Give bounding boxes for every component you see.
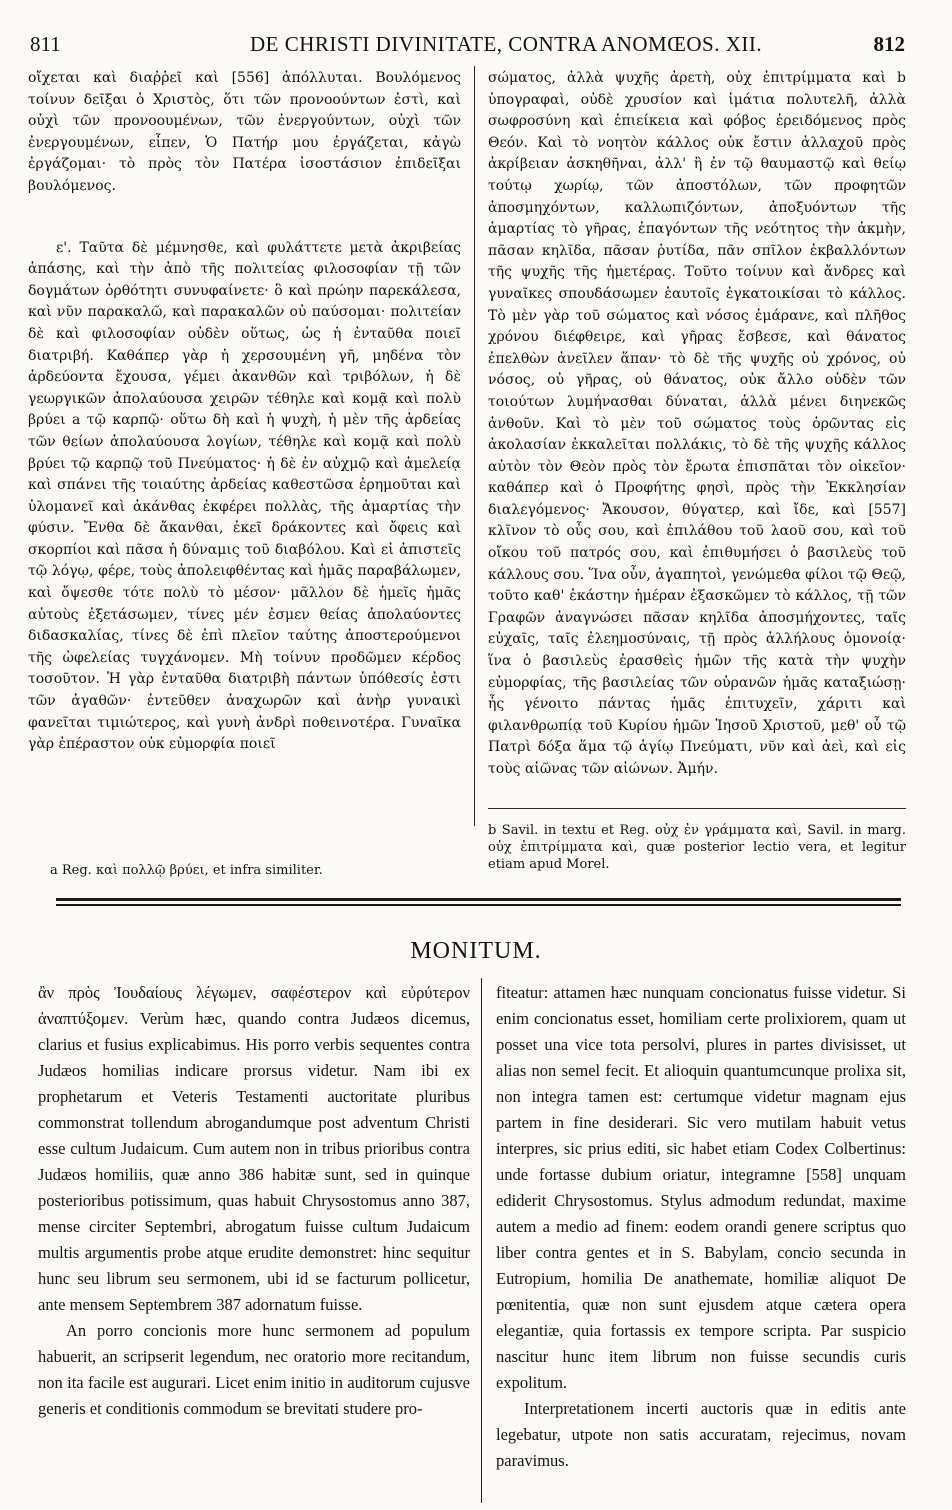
monitum-paragraph: An porro concionis more hunc sermonem ad populum habuerit, an scripserit legendum, nec oratorio more recitandum, non ita facile est augurari. Licet enim initio in auditorum cujusve generis et conditionis commodum se brevitati studere pro-: [38, 1321, 470, 1418]
running-title: DE CHRISTI DIVINITATE, CONTRA ANOMŒOS. XII.: [250, 32, 763, 56]
page-number-right: 812: [873, 32, 905, 56]
greek-paragraph: σώματος, ἀλλὰ ψυχῆς ἀρετὴ, οὐχ ἐπιτρίμματα καὶ b ὑπογραφαὶ, οὐδὲ χρυσίον καὶ ἱμάτια πολυτελῆ, ἀλλὰ σωφροσύνη καὶ ἐπιείκεια καὶ φόβος ἐρειδόμενος πρὸς Θεόν. Καὶ τὸ νοητὸν κάλλος οὐκ ἔστιν ἀλλαχοῦ πρὸς ἀκρίβειαν ἀσκηθῆναι, ἀλλ' ἢ ἐν τῷ θαυμαστῷ καὶ θείῳ τούτῳ χωρίῳ, τῶν ἀποστόλων, τῶν προφητῶν ἀποσμηχόντων, καλλωπιζόντων, ἀποξυόντων τῆς ἁμαρτίας τὸ γῆρας, ἐπαγόντων τῆς νεότητος τὴν ἀκμὴν, πᾶσαν κηλῖδα, πᾶσαν ῥυτίδα, πᾶν σπῖλον ἐκβαλλόντων τῆς ψυχῆς τῆς ἡμετέρας. Τοῦτο τοίνυν καὶ ἄνδρες καὶ γυναῖκες σπουδάσωμεν ἑαυτοῖς ἐγκατοικίσαι τὸ κάλλος. Τὸ μὲν γὰρ τοῦ σώματος καὶ νόσος ἐμάρανε, καὶ πλῆθος χρόνου διέφθειρε, καὶ γῆρας ἔσβεσε, καὶ θάνατος ἐπελθὼν ἀνεῖλεν ἅπαν· τὸ δὲ τῆς ψυχῆς οὐ χρόνος, οὐ νόσος, οὐ γῆρας, οὐ θάνατος, οὐκ ἄλλο οὐδὲν τῶν τοιούτων λυμήνασθαι δύναται, ἀλλὰ μένει διηνεκῶς ἀνθοῦν. Καὶ τὸ μὲν τοῦ σώματος τοὺς ὁρῶντας εἰς ἀκολασίαν ἐκκαλεῖται πολλάκις, τὸ δὲ τῆς ψυχῆς κάλλος αὐτὸν τὸν Θεὸν πρὸς τὸν ἔρωτα ἐπισπᾶται τὸν οἰκεῖον· καθάπερ καὶ ὁ Προφήτης φησὶ, πρὸς τὴν Ἐκκλησίαν διαλεγόμενος· Ἄκουσον, θύγατερ, καὶ ἴδε, καὶ [557] κλῖνον τὸ οὖς σου, καὶ ἐπιλάθου τοῦ λαοῦ σου, καὶ τοῦ οἴκου τοῦ πατρός σου, καὶ ἐπιθυμήσει ὁ βασιλεὺς τοῦ κάλλους σου. Ἵνα οὖν, ἀγαπητοὶ, γενώμεθα φίλοι τῷ Θεῷ, τοῦτο καθ' ἑκάστην ἡμέραν ἐξασκῶμεν τὸ κάλλος, τῇ τῶν Γραφῶν ἀναγνώσει πᾶσαν κηλῖδα ἀποσμήχοντες, ταῖς εὐχαῖς, ταῖς ἐλεημοσύναις, τῇ πρὸς ἀλλήλους ὁμονοίᾳ· ἵνα ὁ βασιλεὺς ἐρασθεὶς ἡμῶν τῆς κατὰ τὴν ψυχὴν εὐμορφίας, τῆς βασιλείας τῶν οὐρανῶν ἡμᾶς καταξιώσῃ· ἧς γένοιτο πάντας ἡμᾶς ἐπιτυχεῖν, χάριτι καὶ φιλανθρωπίᾳ τοῦ Κυρίου ἡμῶν Ἰησοῦ Χριστοῦ, μεθ' οὗ τῷ Πατρὶ δόξα ἅμα τῷ ἁγίῳ Πνεύματι, νῦν καὶ ἀεὶ, καὶ εἰς τοὺς αἰῶνας τῶν αἰώνων. Ἀμήν.: [488, 70, 906, 777]
monitum-paragraph: fiteatur: attamen hæc nunquam concionatus fuisse videtur. Si enim concionatus esset, homiliam certe prolixiorem, quam ut posset una vice tota persolvi, plures in partes divisisset, ut alias non semel fecit. Et alioquin quantumcunque prolixa sit, non integra tamen est: certumque videtur magnam ejus partem in fine desiderari. Sic vero mutilam habuit vetus interpres, sic prius editi, sic habet etiam Codex Colbertinus: unde fortasse dubium oriatur, integramne [558] unquam ediderit Chrysostomus. Stylus admodum redundat, maxime autem a medio ad finem: eodem orandi genere scriptus quo liber contra gentes et in S. Babylam, concio secunda in Eutropium, homilia De anathemate, homiliæ aliquot De pœnitentia, quæ non sunt ejusdem atque cætera opera elegantiæ, quia fortassis ex tempore scripta. Par suspicio nascitur hunc item librum non fuisse secundis curis expolitum.: [496, 983, 906, 1392]
monitum-paragraph: Interpretationem incerti auctoris quæ in editis ante legebatur, utpote non satis accuratam, rejecimus, novam paravimus.: [496, 1399, 906, 1470]
greek-paragraph: ε'. Ταῦτα δὲ μέμνησθε, καὶ φυλάττετε μετὰ ἀκριβείας ἁπάσης, καὶ τὴν ἀπὸ τῆς πολιτείας φιλοσοφίαν τῇ τῶν δογμάτων ὀρθότητι συνυφαίνετε· ὃ καὶ πρώην παρεκάλεσα, καὶ νῦν παρακαλῶ, καὶ παρακαλῶν οὐ παύσομαι· πολιτείαν δὲ καὶ φιλοσοφίαν οὐδὲν οὕτως, ὡς ἡ ἐνταῦθα ποιεῖ διατριβή. Καθάπερ γὰρ ἡ χερσουμένη γῆ, μηδένα τὸν ἀρδεύοντα ἔχουσα, γέμει ἀκανθῶν καὶ τριβόλων, ἡ δὲ γεωργικῶν ἀπολαύουσα χειρῶν τέθηλε καὶ κομᾷ καὶ πολὺ βρύει a τῷ καρπῷ· οὕτω δὴ καὶ ἡ ψυχὴ, ἡ μὲν τῆς ἀρδείας τῶν θείων ἀπολαύουσα λογίων, τέθηλε καὶ κομᾷ καὶ πολὺ βρύει τῷ καρπῷ τοῦ Πνεύματος· ἡ δὲ ἐν αὐχμῷ καὶ ἀμελείᾳ καὶ σπάνει τῆς τοιαύτης ἀρδείας καθεστῶσα ἐρημοῦται καὶ ὑλομανεῖ καὶ ἀκάνθας ἐκφέρει πολλὰς, τῆς ἁμαρτίας τὴν φύσιν. Ἔνθα δὲ ἄκανθαι, ἐκεῖ δράκοντες καὶ ὄφεις καὶ σκορπίοι καὶ πᾶσα ἡ δύναμις τοῦ διαβόλου. Καὶ εἰ ἀπιστεῖς τῷ λόγῳ, φέρε, τοὺς ἀπολειφθέντας καὶ ἡμᾶς παραβάλωμεν, καὶ ὄψεσθε τότε πολὺ τὸ μέσον· μᾶλλον δὲ ἡμεῖς ἡμᾶς αὐτοὺς ἐξετάσωμεν, τίνες μέν ἐσμεν θείας ἀπολαύοντες διδασκαλίας, τίνες δὲ ἐπὶ πλεῖον ταύτης ἀποστερούμενοι τῆς ὠφελείας τυγχάνομεν. Μὴ τοίνυν προδῶμεν κέρδος τοσοῦτον. Ἡ γὰρ ἐνταῦθα διατριβὴ πάντων ὑπόθεσίς ἐστι τῶν ἀγαθῶν· ἐντεῦθεν ἀναχωρῶν καὶ ἀνὴρ γυναικὶ φανεῖται τιμιώτερος, καὶ γυνὴ ἀνδρὶ ποθεινοτέρα. Γυναῖκα γὰρ ἐπέραστον οὐκ εὐμορφία ποιεῖ: [28, 239, 461, 753]
section-rule: [56, 898, 901, 901]
monitum-heading: MONITUM.: [410, 938, 542, 964]
greek-paragraph: οἴχεται καὶ διαῤῥεῖ καὶ [556] ἀπόλλυται. Βουλόμενος τοίνυν δεῖξαι ὁ Χριστὸς, ὅτι τῶν προνοούντων ἐστὶ, καὶ οὐχὶ τῶν προνοουμένων, τῶν ἐνεργούντων, οὐχὶ τῶν ἐνεργουμένων, εἶπεν, Ὁ Πατήρ μου ἐργάζεται, κἀγὼ ἐργάζομαι· τὸ πρὸς τὸν Πατέρα ἰσοστάσιον ἐπιδεῖξαι βουλόμενος.: [28, 70, 461, 194]
monitum-left-column: [38, 980, 470, 1422]
greek-text-right-column: [488, 68, 906, 781]
section-rule: [56, 904, 901, 906]
footnote-rule: [488, 808, 906, 809]
column-divider: [474, 66, 475, 826]
monitum-paragraph: ἂν πρὸς Ἰουδαίους λέγωμεν, σαφέστερον καὶ εὐρύτερον ἀναπτύξομεν. Verùm hæc, quando contra Judæos dicemus, clarius et fusius explicabimus. His porro verbis sequentes contra Judæos homilias indicare prorsus videtur. Nam ibi ex prophetarum et Veteris Testamenti auctoritate pluribus commonstrat tollendum abrogandumque post adventum Christi esse cultum Judaicum. Cum autem non in tribus prioribus contra Judæos homiliis, quæ anno 386 habitæ sunt, sed in quinque posterioribus potissimum, quas habuit Chrysostomus anno 387, mense circiter Septembri, abrogatum fuisse cultum Judaicum multis argumentis probe atque erudite demonstret: hinc sequitur hunc seu librum seu sermonem, ubi id se facturum pollicetur, ante mensem Septembrem 387 adornatum fuisse.: [38, 983, 470, 1314]
footnote-a: a Reg. καὶ πολλῷ βρύει, et infra similiter.: [50, 863, 323, 878]
footnote-b: b Savil. in textu et Reg. οὐχ ἐν γράμματα καὶ, Savil. in marg. οὐχ ἐπιτρίμματα καὶ, quæ posterior lectio vera, et legitur etiam apud Morel.: [488, 823, 906, 872]
monitum-right-column: [496, 980, 906, 1474]
column-divider: [481, 978, 482, 1503]
page-number-left: 811: [30, 32, 61, 56]
running-header: [30, 32, 905, 58]
greek-text-left-column: [28, 68, 461, 756]
